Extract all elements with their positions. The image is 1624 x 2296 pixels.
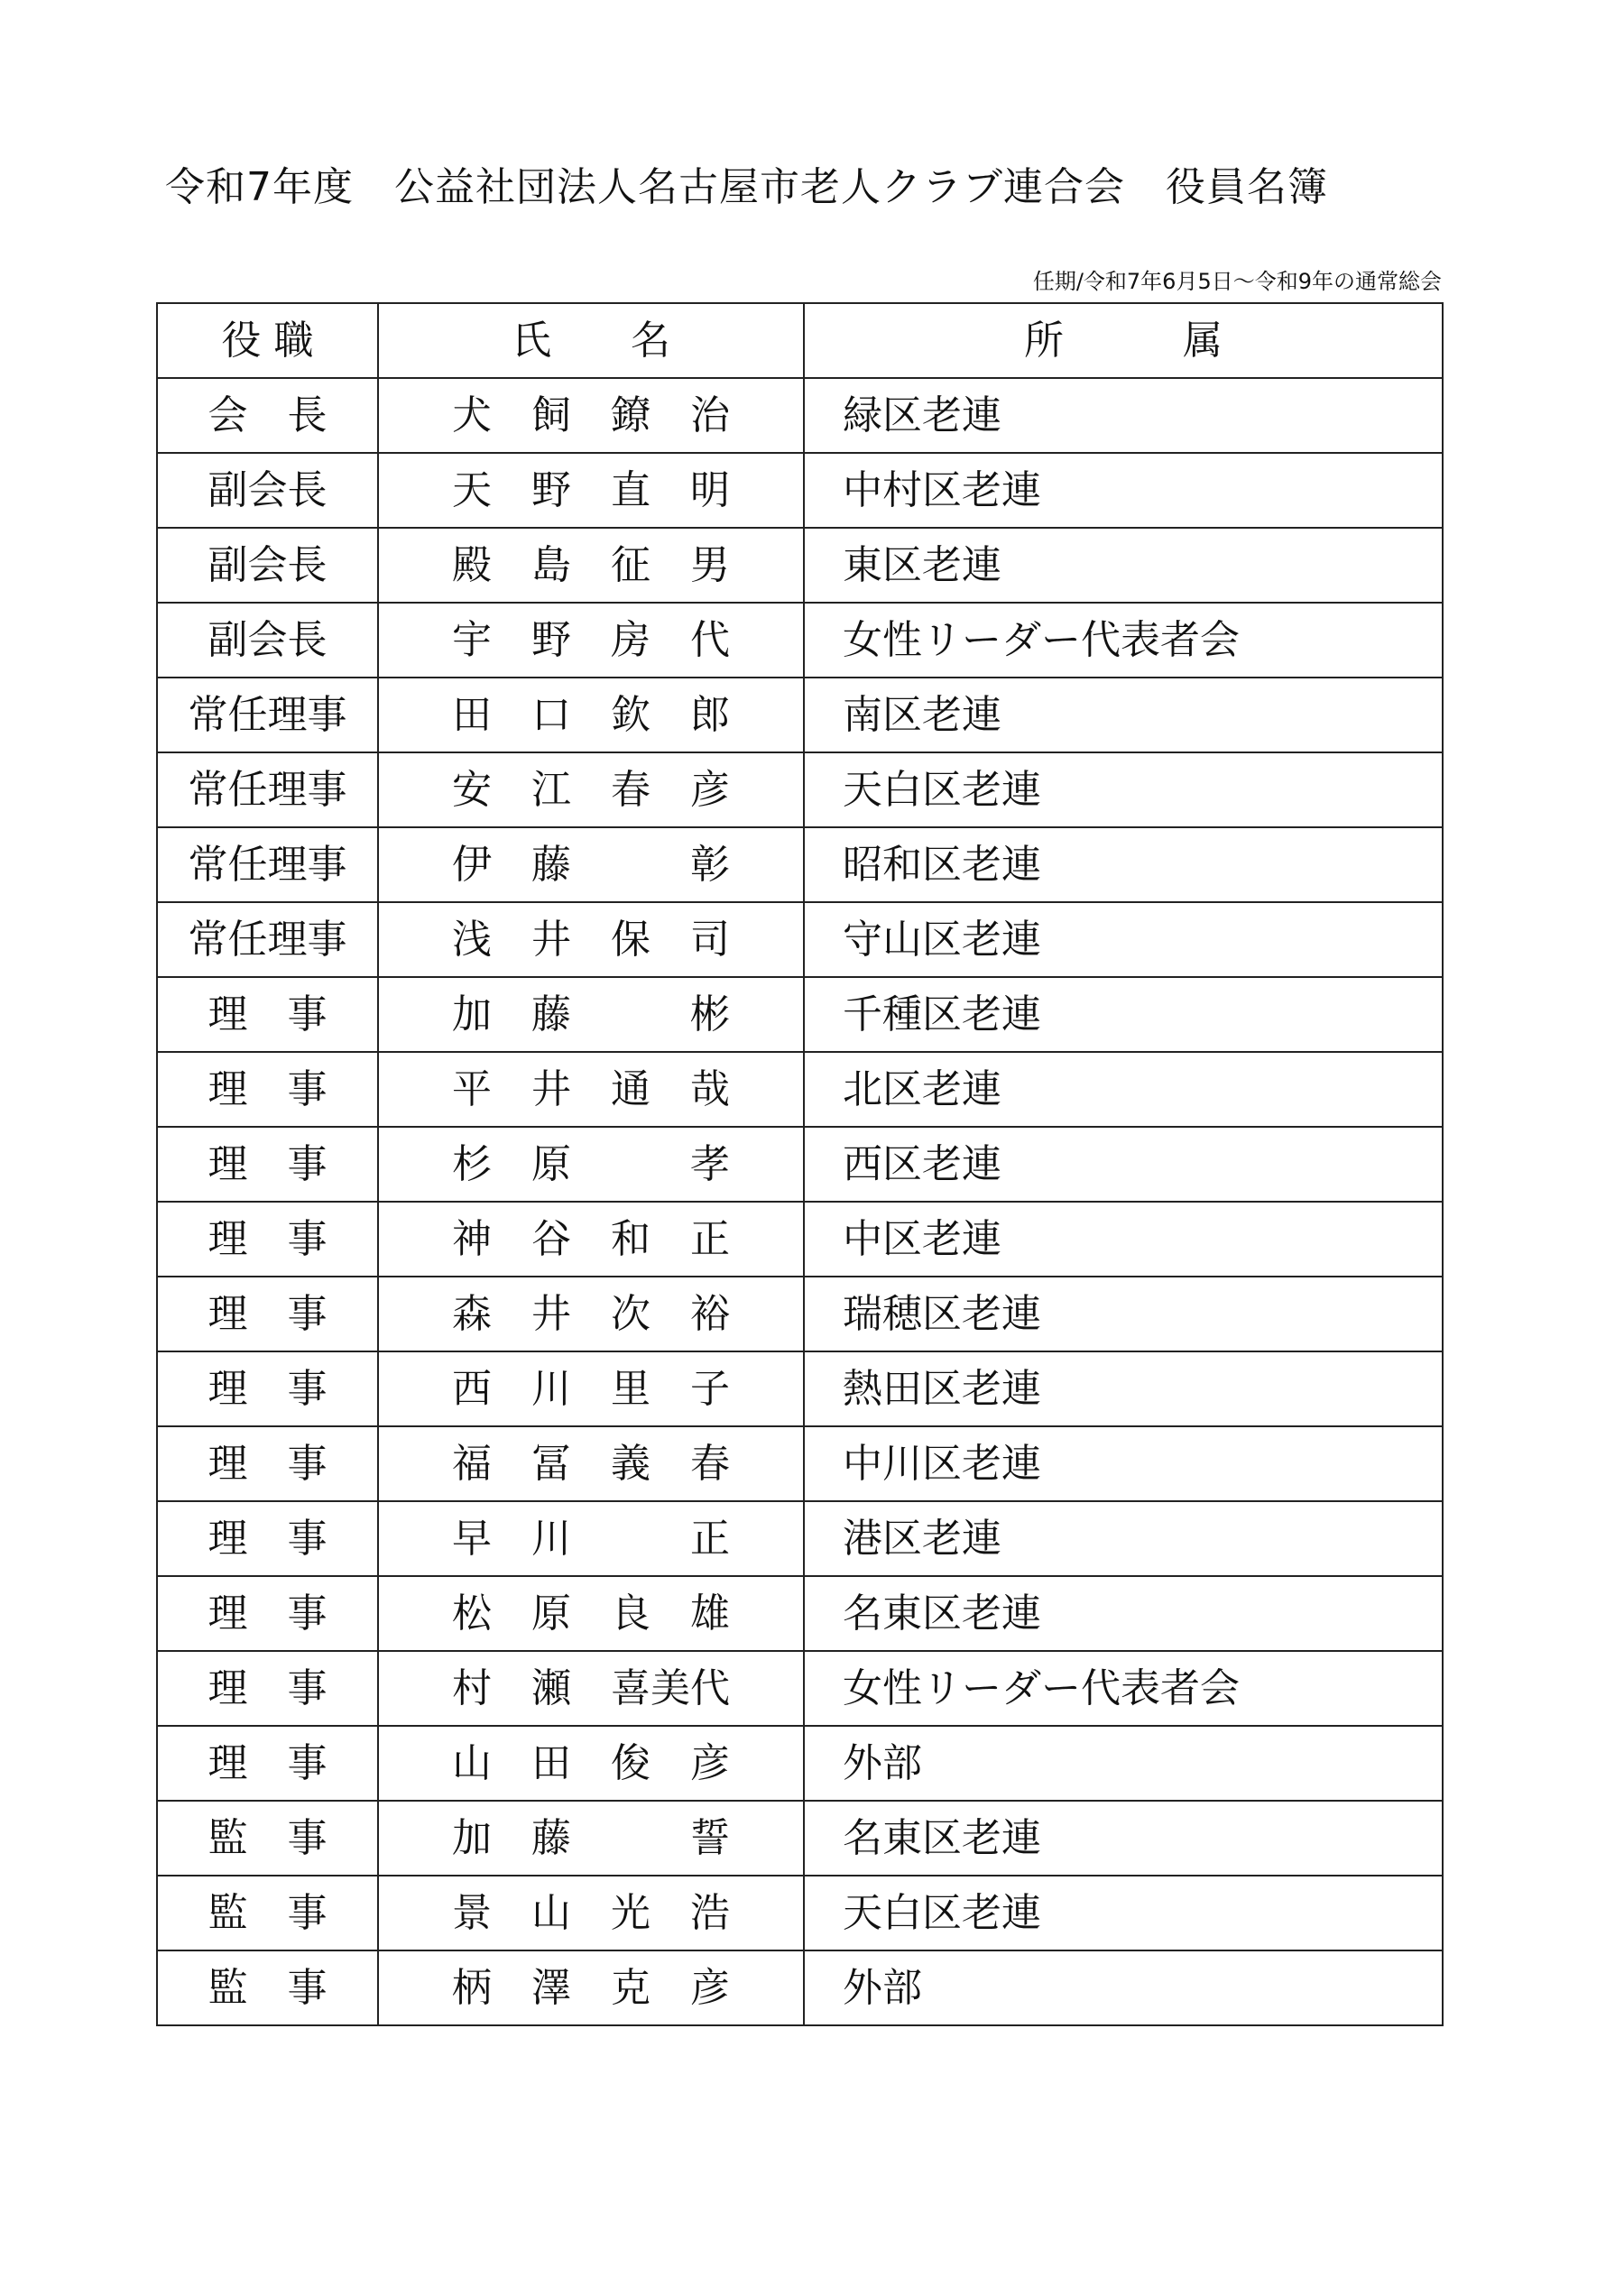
cell-role: 理 事 xyxy=(157,1651,378,1726)
cell-name: 殿 島 征 男 xyxy=(378,528,804,603)
cell-role: 会 長 xyxy=(157,378,378,453)
cell-name: 浅 井 保 司 xyxy=(378,902,804,977)
cell-affiliation: 外部 xyxy=(804,1726,1443,1801)
cell-role: 常任理事 xyxy=(157,902,378,977)
cell-role: 理 事 xyxy=(157,1052,378,1127)
header-affiliation: 所 属 xyxy=(804,303,1443,378)
table-row xyxy=(157,1950,1443,2025)
cell-name: 宇 野 房 代 xyxy=(378,603,804,678)
cell-role: 理 事 xyxy=(157,1426,378,1501)
cell-affiliation: 中川区老連 xyxy=(804,1426,1443,1501)
cell-name: 平 井 通 哉 xyxy=(378,1052,804,1127)
table-row xyxy=(157,1876,1443,1950)
cell-role: 常任理事 xyxy=(157,678,378,752)
table-row xyxy=(157,1351,1443,1426)
header-name: 氏 名 xyxy=(378,303,804,378)
cell-name: 伊 藤 彰 xyxy=(378,827,804,902)
table-row xyxy=(157,977,1443,1052)
table-row xyxy=(157,752,1443,827)
table-row xyxy=(157,1127,1443,1202)
cell-affiliation: 名東区老連 xyxy=(804,1576,1443,1651)
table-row xyxy=(157,678,1443,752)
cell-role: 監 事 xyxy=(157,1950,378,2025)
table-row xyxy=(157,1426,1443,1501)
cell-affiliation: 港区老連 xyxy=(804,1501,1443,1576)
cell-affiliation: 東区老連 xyxy=(804,528,1443,603)
table-row xyxy=(157,378,1443,453)
term-of-office: 任期/令和7年6月5日～令和9年の通常総会 xyxy=(1032,269,1442,294)
cell-role: 理 事 xyxy=(157,1202,378,1277)
cell-role: 理 事 xyxy=(157,1277,378,1351)
table-row xyxy=(157,528,1443,603)
table-row xyxy=(157,1277,1443,1351)
table-row xyxy=(157,1202,1443,1277)
cell-affiliation: 名東区老連 xyxy=(804,1801,1443,1876)
cell-name: 柄 澤 克 彦 xyxy=(378,1950,804,2025)
cell-name: 村 瀬 喜美代 xyxy=(378,1651,804,1726)
cell-role: 副会長 xyxy=(157,528,378,603)
cell-role: 理 事 xyxy=(157,1726,378,1801)
cell-name: 福 冨 義 春 xyxy=(378,1426,804,1501)
cell-affiliation: 女性リーダー代表者会 xyxy=(804,603,1443,678)
cell-affiliation: 千種区老連 xyxy=(804,977,1443,1052)
header-role: 役 職 xyxy=(157,303,378,378)
cell-name: 加 藤 誓 xyxy=(378,1801,804,1876)
cell-affiliation: 西区老連 xyxy=(804,1127,1443,1202)
cell-affiliation: 熱田区老連 xyxy=(804,1351,1443,1426)
cell-role: 副会長 xyxy=(157,603,378,678)
table-row xyxy=(157,1576,1443,1651)
table-row xyxy=(157,603,1443,678)
cell-affiliation: 緑区老連 xyxy=(804,378,1443,453)
cell-name: 田 口 欽 郎 xyxy=(378,678,804,752)
cell-role: 常任理事 xyxy=(157,827,378,902)
cell-name: 松 原 良 雄 xyxy=(378,1576,804,1651)
cell-role: 理 事 xyxy=(157,1501,378,1576)
roster-body xyxy=(157,378,1443,2025)
cell-name: 森 井 次 裕 xyxy=(378,1277,804,1351)
cell-affiliation: 守山区老連 xyxy=(804,902,1443,977)
cell-affiliation: 女性リーダー代表者会 xyxy=(804,1651,1443,1726)
table-row xyxy=(157,827,1443,902)
cell-affiliation: 中区老連 xyxy=(804,1202,1443,1277)
cell-role: 理 事 xyxy=(157,977,378,1052)
cell-name: 早 川 正 xyxy=(378,1501,804,1576)
cell-affiliation: 外部 xyxy=(804,1950,1443,2025)
cell-name: 天 野 直 明 xyxy=(378,453,804,528)
cell-role: 理 事 xyxy=(157,1576,378,1651)
cell-affiliation: 瑞穂区老連 xyxy=(804,1277,1443,1351)
cell-role: 副会長 xyxy=(157,453,378,528)
cell-name: 山 田 俊 彦 xyxy=(378,1726,804,1801)
cell-role: 常任理事 xyxy=(157,752,378,827)
cell-affiliation: 中村区老連 xyxy=(804,453,1443,528)
cell-name: 景 山 光 浩 xyxy=(378,1876,804,1950)
cell-affiliation: 昭和区老連 xyxy=(804,827,1443,902)
officer-roster-table xyxy=(156,302,1444,2026)
table-row xyxy=(157,1651,1443,1726)
table-row xyxy=(157,1801,1443,1876)
cell-name: 西 川 里 子 xyxy=(378,1351,804,1426)
table-row xyxy=(157,1501,1443,1576)
table-row xyxy=(157,453,1443,528)
cell-affiliation: 天白区老連 xyxy=(804,1876,1443,1950)
table-row xyxy=(157,1726,1443,1801)
table-row xyxy=(157,902,1443,977)
cell-role: 理 事 xyxy=(157,1127,378,1202)
cell-affiliation: 南区老連 xyxy=(804,678,1443,752)
cell-name: 神 谷 和 正 xyxy=(378,1202,804,1277)
table-row xyxy=(157,1052,1443,1127)
cell-affiliation: 北区老連 xyxy=(804,1052,1443,1127)
cell-role: 監 事 xyxy=(157,1801,378,1876)
cell-role: 理 事 xyxy=(157,1351,378,1426)
cell-name: 杉 原 孝 xyxy=(378,1127,804,1202)
cell-name: 安 江 春 彦 xyxy=(378,752,804,827)
cell-name: 犬 飼 鐐 治 xyxy=(378,378,804,453)
cell-role: 監 事 xyxy=(157,1876,378,1950)
cell-name: 加 藤 彬 xyxy=(378,977,804,1052)
table-header-row xyxy=(157,303,1443,378)
cell-affiliation: 天白区老連 xyxy=(804,752,1443,827)
page-title: 令和7年度 公益社団法人名古屋市老人クラブ連合会 役員名簿 xyxy=(165,164,1328,210)
